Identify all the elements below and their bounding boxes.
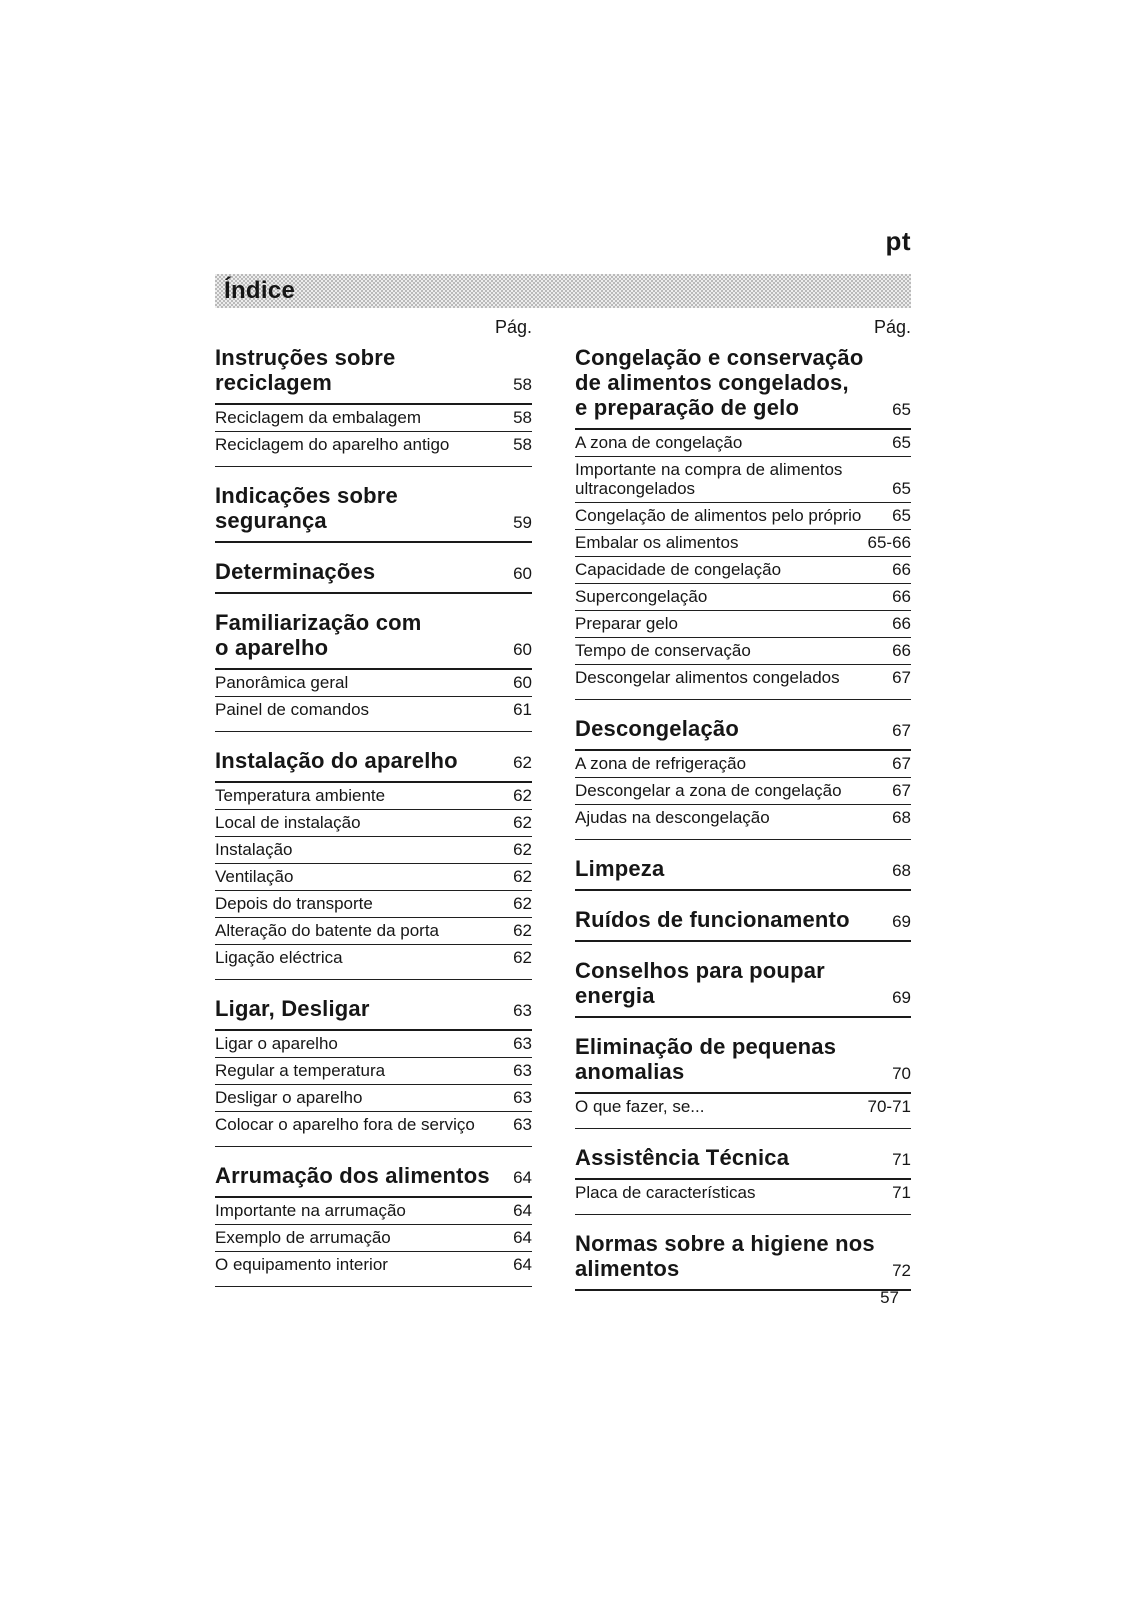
toc-item-page-number: 63 xyxy=(513,1115,532,1134)
toc-section xyxy=(575,345,911,700)
toc-heading-last-line xyxy=(575,1145,911,1172)
toc-item-last-line xyxy=(575,1183,911,1202)
toc-heading-last-line xyxy=(215,635,532,662)
toc-item-label: Tempo de conservação xyxy=(575,641,751,660)
toc-heading-line: reciclagem xyxy=(215,370,332,395)
toc-item-page-number: 67 xyxy=(892,668,911,687)
toc-item xyxy=(575,430,911,457)
toc-heading-page-number: 69 xyxy=(892,912,911,931)
toc-section xyxy=(215,610,532,732)
toc-item xyxy=(575,1094,911,1129)
toc-item-label: Instalação xyxy=(215,840,293,859)
toc-item-label: Painel de comandos xyxy=(215,700,370,719)
toc-item-page-number: 62 xyxy=(513,840,532,859)
toc-item-last-line xyxy=(575,506,911,525)
toc-section xyxy=(575,716,911,840)
toc-item-last-line xyxy=(575,808,911,827)
toc-item-last-line xyxy=(215,813,532,832)
toc-column-left xyxy=(215,345,532,1303)
toc-item-label: Placa de características xyxy=(575,1183,756,1202)
toc-section-heading xyxy=(575,1145,911,1180)
toc-heading-last-line xyxy=(215,370,532,397)
toc-heading-line: Instalação do aparelho xyxy=(215,748,458,773)
toc-item-page-number: 64 xyxy=(513,1201,532,1220)
toc-item-last-line xyxy=(575,533,911,552)
page-column-headers xyxy=(215,317,911,337)
toc-heading-line: e preparação de gelo xyxy=(575,395,800,420)
toc-heading-line: Descongelação xyxy=(575,716,740,741)
toc-heading-page-number: 62 xyxy=(513,753,532,772)
toc-item-page-number: 70-71 xyxy=(867,1097,911,1116)
toc-item-page-number: 66 xyxy=(892,560,911,579)
toc-item-label: Temperatura ambiente xyxy=(215,786,386,805)
toc-item-label: Preparar gelo xyxy=(575,614,679,633)
toc-section xyxy=(575,907,911,942)
toc-heading-page-number: 60 xyxy=(513,564,532,583)
toc-section-heading xyxy=(575,958,911,1018)
toc-item-label: Ligar o aparelho xyxy=(215,1034,338,1053)
toc-heading-page-number: 60 xyxy=(513,640,532,659)
toc-heading-line: anomalias xyxy=(575,1059,685,1084)
toc-section-heading xyxy=(215,345,532,405)
toc-item-last-line xyxy=(575,614,911,633)
toc-item-label: Ligação eléctrica xyxy=(215,948,343,967)
toc-item-last-line xyxy=(215,1228,532,1247)
toc-heading-last-line xyxy=(215,996,532,1023)
toc-item xyxy=(215,670,532,697)
toc-heading-line: energia xyxy=(575,983,655,1008)
toc-item xyxy=(575,611,911,638)
toc-item-label: Regular a temperatura xyxy=(215,1061,386,1080)
toc-section xyxy=(575,1231,911,1291)
toc-item xyxy=(575,1180,911,1215)
toc-item-label: Embalar os alimentos xyxy=(575,533,739,552)
toc-item-label: Descongelar alimentos congelados xyxy=(575,668,840,687)
toc-section xyxy=(575,958,911,1018)
toc-item-label: Reciclagem da embalagem xyxy=(215,408,421,427)
toc-item xyxy=(575,530,911,557)
toc-item-page-number: 60 xyxy=(513,673,532,692)
toc-item-page-number: 65 xyxy=(892,433,911,452)
toc-item-last-line xyxy=(575,641,911,660)
page-label-left: Pág. xyxy=(494,317,532,337)
toc-section xyxy=(215,483,532,543)
toc-heading-last-line xyxy=(575,907,911,934)
toc-item xyxy=(575,665,911,700)
toc-item-last-line xyxy=(575,1097,911,1116)
toc-section-heading xyxy=(575,907,911,942)
toc-item xyxy=(575,638,911,665)
toc-heading-line: alimentos xyxy=(575,1256,680,1281)
toc-item xyxy=(215,918,532,945)
toc-item-last-line xyxy=(215,948,532,967)
toc-item xyxy=(215,945,532,980)
toc-item xyxy=(575,584,911,611)
toc-item xyxy=(215,1198,532,1225)
toc-item-last-line xyxy=(215,1201,532,1220)
toc-item-last-line xyxy=(575,479,911,498)
toc-item xyxy=(575,457,911,503)
toc-heading-line: Limpeza xyxy=(575,856,665,881)
toc-item xyxy=(215,810,532,837)
toc-heading-line: Ruídos de funcionamento xyxy=(575,907,850,932)
toc-heading-last-line xyxy=(575,856,911,883)
toc-item-label: Ventilação xyxy=(215,867,294,886)
toc-section-heading xyxy=(215,748,532,783)
toc-item-label: Colocar o aparelho fora de serviço xyxy=(215,1115,475,1134)
toc-item-page-number: 66 xyxy=(892,587,911,606)
toc-item-label: Exemplo de arrumação xyxy=(215,1228,391,1247)
toc-item-label: Importante na arrumação xyxy=(215,1201,406,1220)
toc-heading-page-number: 58 xyxy=(513,375,532,394)
toc-item xyxy=(215,432,532,467)
toc-heading-page-number: 70 xyxy=(892,1064,911,1083)
toc-section-heading xyxy=(575,1231,911,1291)
toc-heading-line: segurança xyxy=(215,508,327,533)
toc-item xyxy=(215,1085,532,1112)
toc-item xyxy=(215,697,532,732)
toc-item-page-number: 63 xyxy=(513,1088,532,1107)
toc-item-last-line xyxy=(215,1034,532,1053)
toc-item xyxy=(215,891,532,918)
toc-item-page-number: 62 xyxy=(513,813,532,832)
toc-section xyxy=(575,1145,911,1215)
toc-item-page-number: 63 xyxy=(513,1061,532,1080)
toc-item-last-line xyxy=(215,700,532,719)
toc-heading-page-number: 65 xyxy=(892,400,911,419)
toc-item-last-line xyxy=(215,408,532,427)
toc-heading-page-number: 67 xyxy=(892,721,911,740)
toc-heading-line: Instruções sobre xyxy=(215,345,396,370)
toc-section-heading xyxy=(575,345,911,430)
toc-heading-page-number: 59 xyxy=(513,513,532,532)
toc-heading-last-line xyxy=(215,1163,532,1190)
toc-heading-last-line xyxy=(215,559,532,586)
language-code: pt xyxy=(885,226,911,256)
toc-heading-line: Ligar, Desligar xyxy=(215,996,370,1021)
toc-item-label: Supercongelação xyxy=(575,587,708,606)
toc-item-page-number: 62 xyxy=(513,948,532,967)
toc-item xyxy=(215,1031,532,1058)
toc-item-last-line xyxy=(575,781,911,800)
toc-section-heading xyxy=(575,1034,911,1094)
toc-item xyxy=(575,751,911,778)
toc-heading-last-line xyxy=(575,983,911,1010)
toc-section xyxy=(575,856,911,891)
toc-heading-line: de alimentos congelados, xyxy=(575,370,849,395)
toc-item-label: O que fazer, se... xyxy=(575,1097,705,1116)
toc-item-last-line xyxy=(575,668,911,687)
toc-item-label: Descongelar a zona de congelação xyxy=(575,781,842,800)
toc-section-heading xyxy=(215,559,532,594)
toc-section xyxy=(215,1163,532,1287)
page-number-footer: 57 xyxy=(880,1288,899,1307)
toc-section xyxy=(215,559,532,594)
toc-item-page-number: 64 xyxy=(513,1255,532,1274)
toc-item-label: Reciclagem do aparelho antigo xyxy=(215,435,450,454)
toc-item-page-number: 71 xyxy=(892,1183,911,1202)
toc-heading-last-line xyxy=(575,395,911,422)
toc-item-page-number: 58 xyxy=(513,408,532,427)
toc-item-last-line xyxy=(215,921,532,940)
toc-item-page-number: 65-66 xyxy=(867,533,911,552)
toc-item-page-number: 62 xyxy=(513,786,532,805)
toc-item-label: Local de instalação xyxy=(215,813,361,832)
toc-item xyxy=(215,837,532,864)
toc-item-page-number: 65 xyxy=(892,479,911,498)
toc-item xyxy=(215,1112,532,1147)
toc-section-heading xyxy=(215,1163,532,1198)
toc-item-last-line xyxy=(215,1088,532,1107)
toc-columns xyxy=(215,345,911,1307)
toc-item-last-line xyxy=(215,840,532,859)
toc-item-last-line xyxy=(215,1115,532,1134)
toc-section xyxy=(215,345,532,467)
toc-heading-last-line xyxy=(215,748,532,775)
toc-heading-line: Assistência Técnica xyxy=(575,1145,790,1170)
toc-heading-page-number: 68 xyxy=(892,861,911,880)
toc-item xyxy=(575,778,911,805)
toc-heading-page-number: 72 xyxy=(892,1261,911,1280)
toc-item-label: Ajudas na descongelação xyxy=(575,808,770,827)
toc-item-last-line xyxy=(575,560,911,579)
toc-heading-page-number: 69 xyxy=(892,988,911,1007)
toc-item-last-line xyxy=(215,894,532,913)
page-content xyxy=(215,228,911,1307)
toc-section xyxy=(575,1034,911,1129)
toc-item xyxy=(575,557,911,584)
toc-item xyxy=(215,864,532,891)
page-label-right: Pág. xyxy=(873,317,911,337)
toc-item-page-number: 61 xyxy=(513,700,532,719)
index-title: Índice xyxy=(224,277,296,304)
toc-item-last-line xyxy=(215,1255,532,1274)
toc-item-label: A zona de congelação xyxy=(575,433,743,452)
toc-item-label: O equipamento interior xyxy=(215,1255,388,1274)
toc-item xyxy=(215,405,532,432)
toc-item-last-line xyxy=(215,786,532,805)
toc-item xyxy=(215,1252,532,1287)
toc-heading-line: o aparelho xyxy=(215,635,329,660)
toc-item xyxy=(575,805,911,840)
toc-item-last-line xyxy=(575,754,911,773)
index-title-bar xyxy=(215,274,911,308)
toc-section-heading xyxy=(215,610,532,670)
toc-item-page-number: 62 xyxy=(513,921,532,940)
toc-item-page-number: 62 xyxy=(513,867,532,886)
toc-item-label: ultracongelados xyxy=(575,479,696,498)
toc-item-label: Congelação de alimentos pelo próprio xyxy=(575,506,862,525)
toc-section xyxy=(215,996,532,1147)
toc-item-page-number: 68 xyxy=(892,808,911,827)
toc-heading-line: Eliminação de pequenas xyxy=(575,1034,837,1059)
toc-item-last-line xyxy=(215,435,532,454)
toc-item-page-number: 67 xyxy=(892,754,911,773)
toc-heading-last-line xyxy=(575,1059,911,1086)
toc-item-page-number: 58 xyxy=(513,435,532,454)
toc-item-page-number: 64 xyxy=(513,1228,532,1247)
toc-item-label: Desligar o aparelho xyxy=(215,1088,363,1107)
toc-heading-line: Congelação e conservação xyxy=(575,345,864,370)
toc-item-page-number: 66 xyxy=(892,614,911,633)
toc-item-last-line xyxy=(575,587,911,606)
toc-item xyxy=(575,503,911,530)
toc-item xyxy=(215,1058,532,1085)
toc-item-label: A zona de refrigeração xyxy=(575,754,747,773)
toc-item-label: Alteração do batente da porta xyxy=(215,921,439,940)
toc-item-last-line xyxy=(575,433,911,452)
toc-heading-line: Indicações sobre xyxy=(215,483,398,508)
toc-section xyxy=(215,748,532,980)
toc-section-heading xyxy=(575,856,911,891)
toc-item xyxy=(215,783,532,810)
toc-item-page-number: 66 xyxy=(892,641,911,660)
toc-heading-last-line xyxy=(575,1256,911,1283)
toc-item-last-line xyxy=(215,673,532,692)
toc-heading-last-line xyxy=(575,716,911,743)
toc-item-page-number: 67 xyxy=(892,781,911,800)
toc-item-last-line xyxy=(215,867,532,886)
toc-item xyxy=(215,1225,532,1252)
toc-heading-last-line xyxy=(215,508,532,535)
toc-heading-line: Arrumação dos alimentos xyxy=(215,1163,490,1188)
toc-heading-line: Determinações xyxy=(215,559,376,584)
toc-item-label: Panorâmica geral xyxy=(215,673,349,692)
toc-heading-page-number: 63 xyxy=(513,1001,532,1020)
toc-item-last-line xyxy=(215,1061,532,1080)
toc-item-page-number: 63 xyxy=(513,1034,532,1053)
toc-item-label: Importante na compra de alimentos xyxy=(575,460,843,479)
toc-section-heading xyxy=(215,996,532,1031)
toc-heading-page-number: 71 xyxy=(892,1150,911,1169)
toc-section-heading xyxy=(215,483,532,543)
toc-section-heading xyxy=(575,716,911,751)
toc-heading-line: Familiarização com xyxy=(215,610,422,635)
toc-column-right xyxy=(575,345,911,1307)
toc-item-label: Depois do transporte xyxy=(215,894,373,913)
toc-heading-line: Normas sobre a higiene nos xyxy=(575,1231,875,1256)
toc-item-label: Capacidade de congelação xyxy=(575,560,782,579)
toc-item-page-number: 62 xyxy=(513,894,532,913)
toc-heading-line: Conselhos para poupar xyxy=(575,958,825,983)
toc-heading-page-number: 64 xyxy=(513,1168,532,1187)
toc-item-page-number: 65 xyxy=(892,506,911,525)
